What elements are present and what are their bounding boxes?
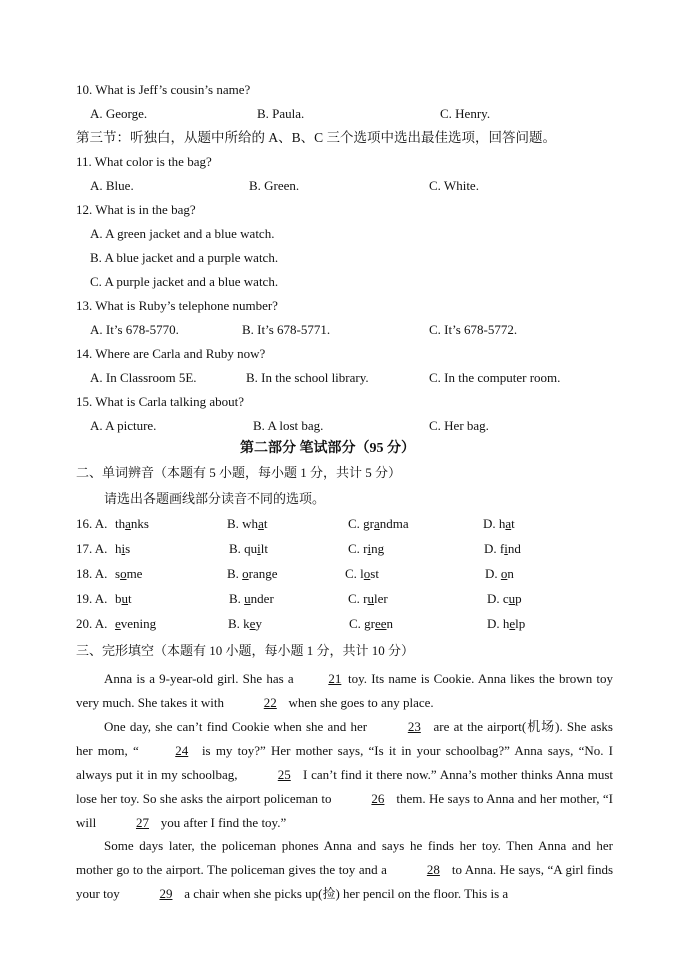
phonetics-option-d <box>484 541 521 557</box>
blank-27: 27 <box>135 815 149 830</box>
underlined-letters: u <box>367 591 374 606</box>
word-part: D. h <box>483 516 506 531</box>
passage-text: One day, she can’t find Cookie when she and her <box>104 719 372 734</box>
phonetics-option-d <box>487 591 522 607</box>
q13-option-a: A. It’s 678-5770. <box>90 322 179 337</box>
word-part: t <box>263 516 268 531</box>
passage-paragraph-1 <box>76 667 613 715</box>
word-part: nd <box>507 541 521 556</box>
underlined-letters: i <box>504 541 508 556</box>
word-part: n <box>507 566 514 581</box>
word-part: vening <box>120 616 157 631</box>
phonetics-option-d <box>483 516 515 532</box>
word-part: C. r <box>348 591 368 606</box>
word-part: range <box>248 566 278 581</box>
phonetics-option-a <box>115 591 132 607</box>
word-part: D. c <box>487 591 509 606</box>
blank-26: 26 <box>371 791 385 806</box>
underlined-letters: i <box>121 541 126 556</box>
underlined-letters: u <box>244 591 251 606</box>
question-12: 12. What is in the bag? <box>76 202 196 217</box>
underlined-letters: i <box>367 541 372 556</box>
word-part: C. gr <box>349 616 375 631</box>
phonetics-question-number: 19. A. <box>76 591 108 606</box>
underlined-letters: o <box>500 566 508 581</box>
q10-option-a: A. George. <box>90 106 148 121</box>
underlined-letters: ee <box>375 616 387 631</box>
q12-option-c: C. A purple jacket and a blue watch. <box>90 274 279 289</box>
underlined-letters: o <box>120 566 127 581</box>
underlined-letters: a <box>505 516 512 531</box>
question-10: 10. What is Jeff’s cousin’s name? <box>76 82 251 97</box>
underlined-letters: a <box>374 516 380 531</box>
underlined-letters: o <box>363 566 371 581</box>
word-part: nder <box>250 591 274 606</box>
q14-option-b: B. In the school library. <box>246 370 369 385</box>
word-part: h <box>115 541 122 556</box>
blank-23: 23 <box>407 719 421 734</box>
question-13: 13. What is Ruby’s telephone number? <box>76 298 278 313</box>
underlined-letters: e <box>249 616 256 631</box>
word-part: D. h <box>487 616 510 631</box>
passage-text: when she goes to any place. <box>285 695 434 710</box>
word-part: nks <box>130 516 149 531</box>
word-part: C. gr <box>348 516 374 531</box>
passage-text: them. He says to Anna and her mother, “I will <box>76 791 613 830</box>
q10-option-b: B. Paula. <box>257 106 305 121</box>
passage-paragraph-3 <box>76 834 613 906</box>
passage-text: I can’t find it there now.” Anna’s mother thinks Anna must lose her toy. So she asks the airport policeman to <box>76 767 613 806</box>
part-2-heading: 第二部分 笔试部分（95 分） <box>240 441 415 456</box>
phonetics-option-a <box>115 566 142 582</box>
word-part: B. qu <box>229 541 258 556</box>
word-part: D. f <box>484 541 505 556</box>
phonetics-option-d <box>487 616 525 632</box>
q11-option-c: C. White. <box>429 178 479 193</box>
blank-24: 24 <box>175 743 189 758</box>
word-part: n <box>386 616 394 631</box>
phonetics-option-d <box>485 566 514 582</box>
passage-text: a chair when she picks up(捡) her pencil on the floor. This is a <box>180 886 509 901</box>
phonetics-question-number: 20. A. <box>76 616 108 631</box>
section-cloze-title: 三、完形填空（本题有 10 小题，每小题 1 分，共计 10 分） <box>76 643 415 658</box>
phonetics-option-c <box>348 591 388 607</box>
q13-option-b: B. It’s 678-5771. <box>242 322 331 337</box>
q11-option-b: B. Green. <box>249 178 300 193</box>
q14-option-a: A. In Classroom 5E. <box>90 370 197 385</box>
word-part: B. <box>227 566 243 581</box>
phonetics-question-number: 18. A. <box>76 566 108 581</box>
phonetics-option-c <box>345 566 379 582</box>
phonetics-option-a <box>115 616 156 632</box>
phonetics-option-b <box>227 516 267 532</box>
word-part: me <box>126 566 143 581</box>
passage-paragraph-2 <box>76 715 613 835</box>
word-part: p <box>515 591 522 606</box>
phonetics-option-a <box>115 516 149 532</box>
word-part: lp <box>515 616 526 631</box>
underlined-letters: i <box>257 541 261 556</box>
word-part: B. <box>229 591 245 606</box>
passage-text: Anna is a 9-year-old girl. She has a <box>104 671 298 686</box>
word-part: lt <box>260 541 269 556</box>
passage-text: is my toy?” Her mother says, “Is it in your schoolbag?” Anna says, “No. I always put it in my schoolbag, <box>76 743 614 782</box>
word-part: D. <box>485 566 501 581</box>
passage-text: Some days later, the policeman phones Anna and says he finds her toy. Then Anna and her mother go to the airport. The policeman gives the toy and a <box>76 838 613 877</box>
underlined-letters: a <box>125 516 131 531</box>
word-part: ler <box>374 591 388 606</box>
q10-option-c: C. Henry. <box>440 106 491 121</box>
blank-25: 25 <box>277 767 291 782</box>
word-part: ng <box>371 541 385 556</box>
phonetics-option-c <box>348 516 409 532</box>
underlined-letters: u <box>121 591 128 606</box>
q15-option-b: B. A lost bag. <box>253 418 324 433</box>
phonetics-option-c <box>348 541 384 557</box>
passage-text: to Anna. He says, “A girl finds your toy <box>76 862 613 901</box>
q13-option-c: C. It’s 678-5772. <box>429 322 518 337</box>
phonetics-option-c <box>349 616 393 632</box>
question-11: 11. What color is the bag? <box>76 154 212 169</box>
blank-29: 29 <box>159 886 173 901</box>
phonetics-question-number: 16. A. <box>76 516 108 531</box>
word-part: s <box>125 541 131 556</box>
word-part: s <box>115 566 121 581</box>
q15-option-a: A. A picture. <box>90 418 157 433</box>
word-part: ndma <box>379 516 409 531</box>
section-phonetics-instruction: 请选出各题画线部分读音不同的选项。 <box>104 491 326 506</box>
word-part: b <box>115 591 122 606</box>
word-part: C. r <box>348 541 368 556</box>
blank-21: 21 <box>328 671 342 686</box>
underlined-letters: e <box>509 616 516 631</box>
section-phonetics-title: 二、单词辨音（本题有 5 小题，每小题 1 分，共计 5 分） <box>76 465 402 480</box>
q14-option-c: C. In the computer room. <box>429 370 561 385</box>
phonetics-question-number: 17. A. <box>76 541 108 556</box>
word-part: B. k <box>228 616 250 631</box>
phonetics-option-b <box>229 541 268 557</box>
word-part: th <box>115 516 126 531</box>
phonetics-option-b <box>228 616 262 632</box>
word-part: t <box>128 591 132 606</box>
question-15: 15. What is Carla talking about? <box>76 394 244 409</box>
word-part: t <box>511 516 515 531</box>
word-part: st <box>370 566 379 581</box>
q11-option-a: A. Blue. <box>90 178 134 193</box>
passage-text: are at the airport(机场). She asks her mom, “ <box>76 719 613 758</box>
underlined-letters: e <box>115 616 121 631</box>
underlined-letters: o <box>242 566 249 581</box>
q15-option-c: C. Her bag. <box>429 418 489 433</box>
phonetics-option-b <box>227 566 278 582</box>
q12-option-b: B. A blue jacket and a purple watch. <box>90 250 279 265</box>
word-part: B. wh <box>227 516 259 531</box>
blank-28: 28 <box>426 862 440 877</box>
section-3-heading: 第三节：听独白，从题中所给的 A、B、C 三个选项中选出最佳选项，回答问题。 <box>76 130 557 145</box>
passage-text: you after I find the toy.” <box>157 815 287 830</box>
blank-22: 22 <box>263 695 277 710</box>
word-part: C. l <box>345 566 364 581</box>
underlined-letters: a <box>258 516 264 531</box>
passage-text: toy. Its name is Cookie. Anna likes the brown toy very much. She takes it with <box>76 671 613 710</box>
word-part: y <box>255 616 262 631</box>
phonetics-option-a <box>115 541 130 557</box>
q12-option-a: A. A green jacket and a blue watch. <box>90 226 275 241</box>
question-14: 14. Where are Carla and Ruby now? <box>76 346 266 361</box>
phonetics-option-b <box>229 591 274 607</box>
underlined-letters: u <box>508 591 516 606</box>
